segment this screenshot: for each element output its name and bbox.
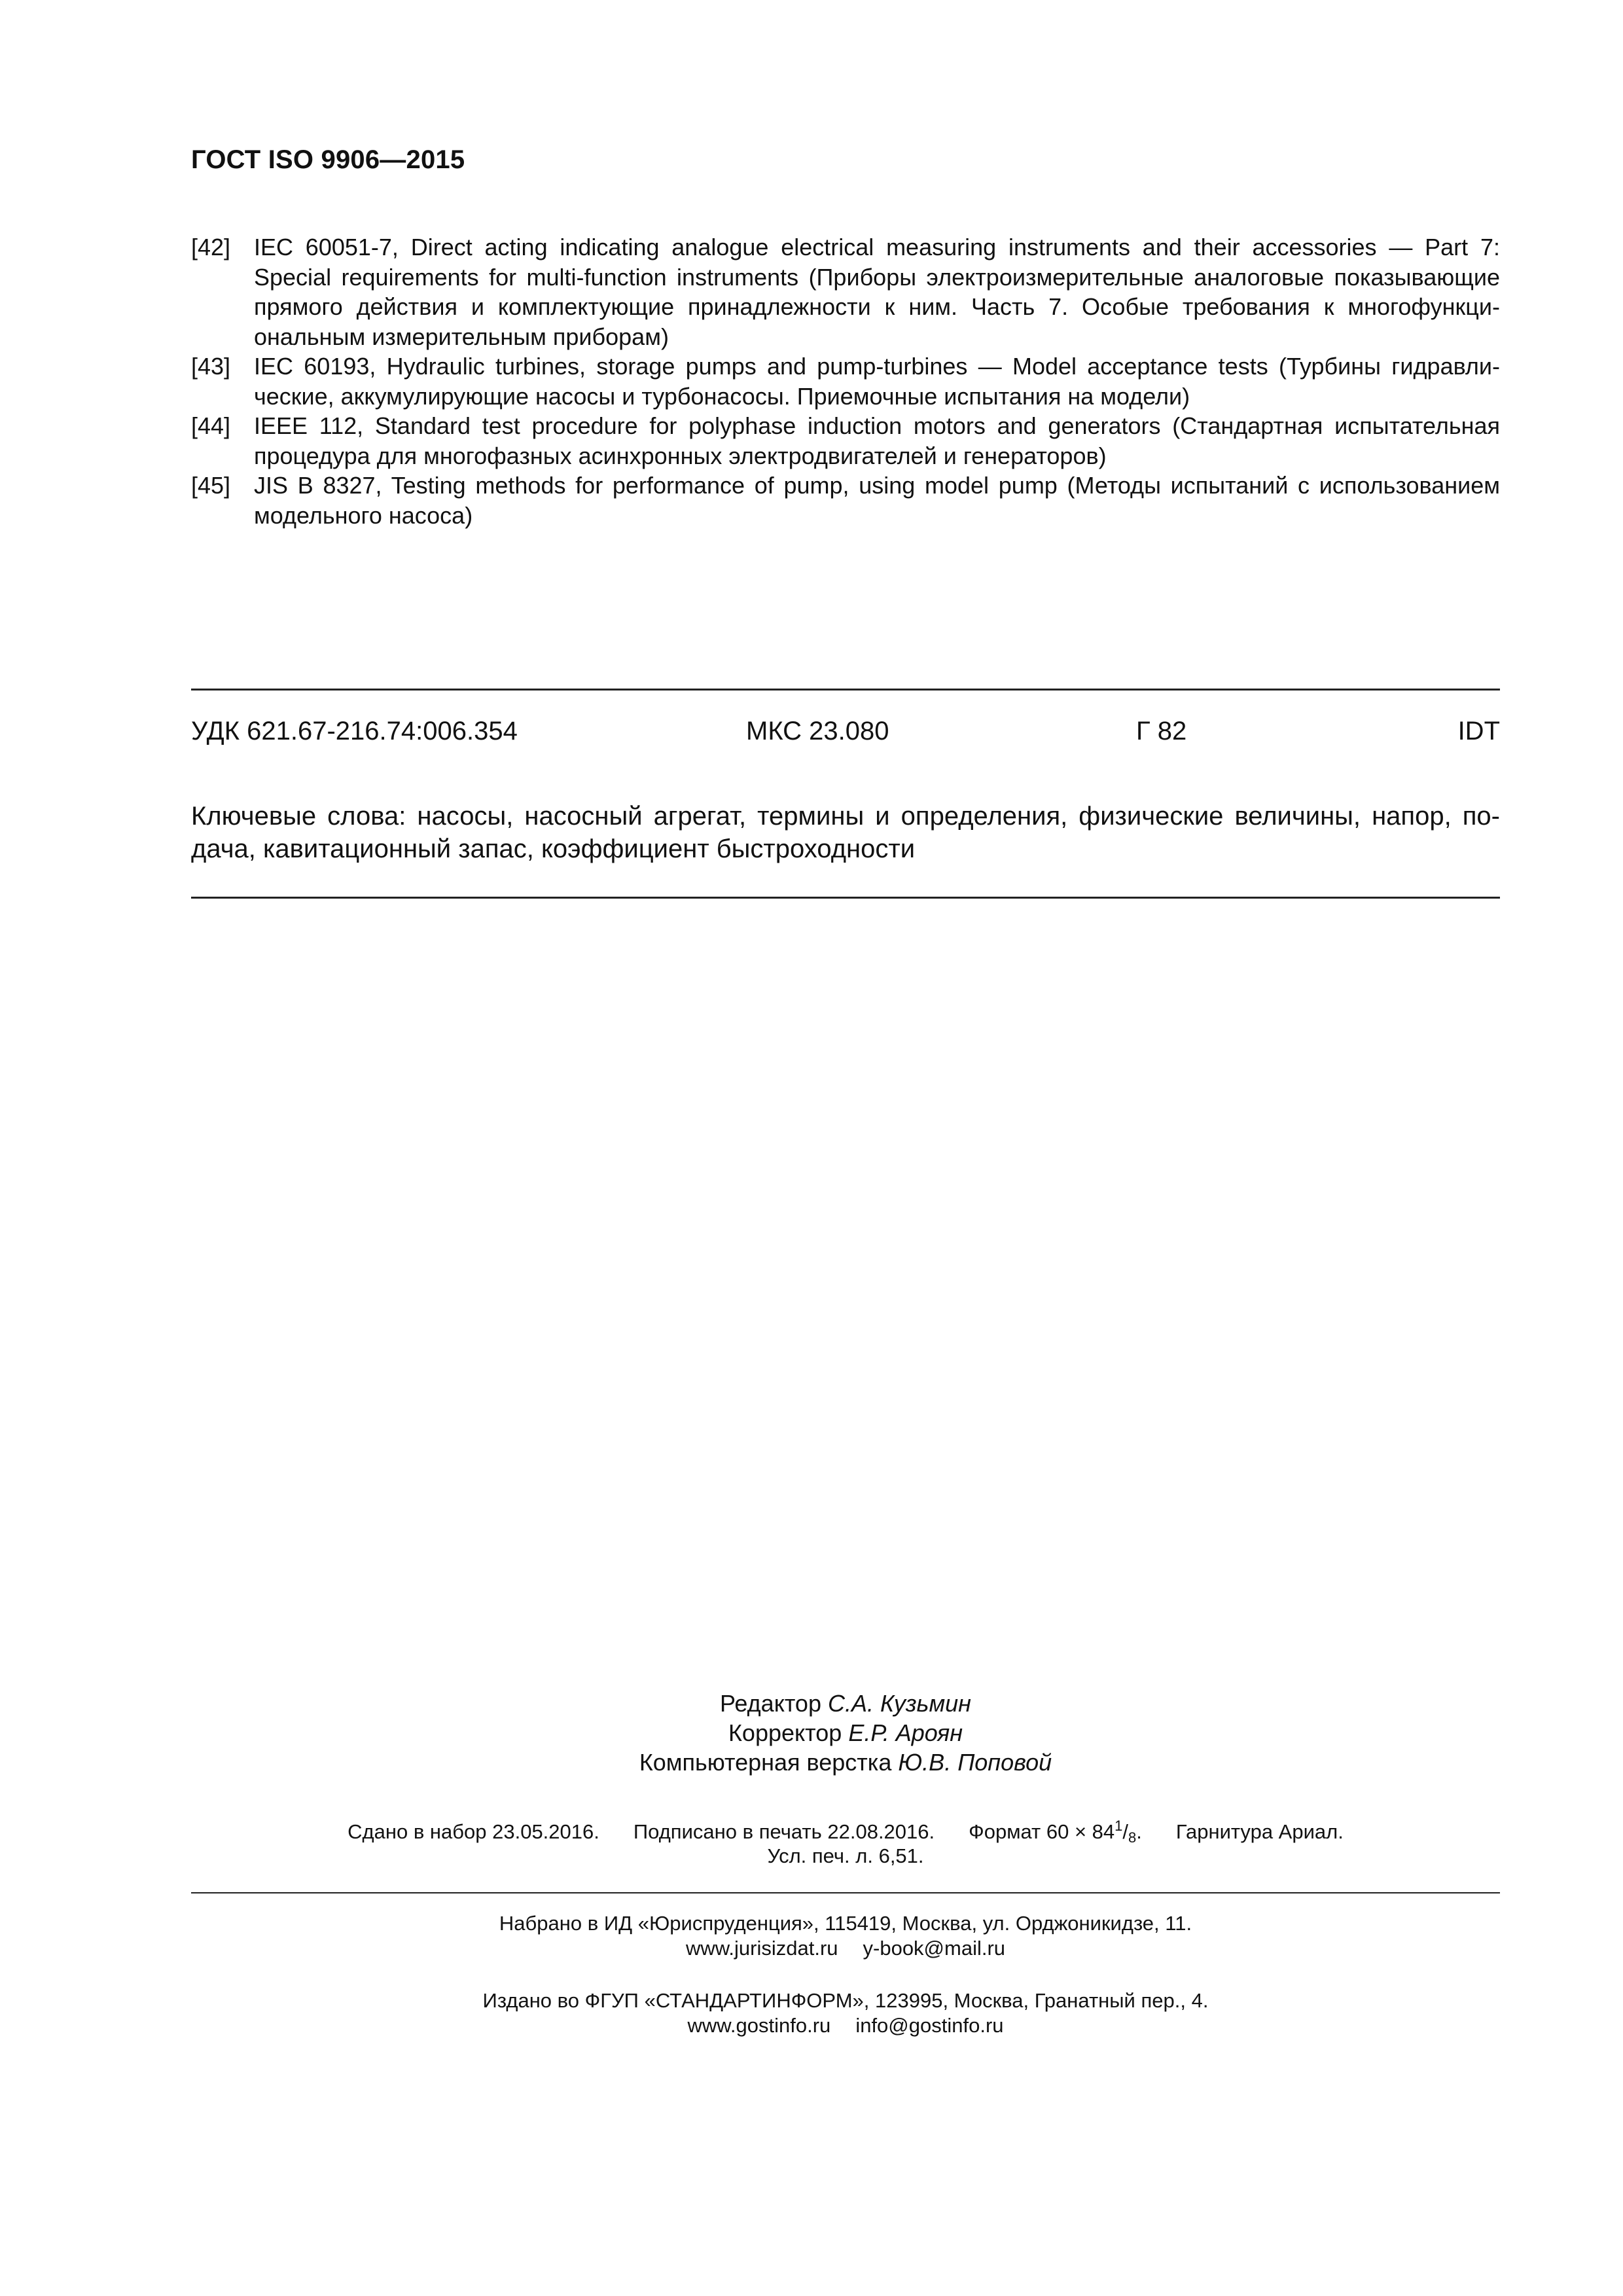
bibliography-list [191,232,1500,530]
layout-label: Компьютерная верстка [639,1749,892,1776]
corrector-line [191,1718,1500,1748]
document-header: ГОСТ ISO 9906—2015 [191,145,465,174]
equivalence-degree: IDT [1457,717,1500,745]
bibliography-entry [191,232,1500,351]
reference-number: [43] [191,353,231,380]
typeset-contacts [191,1936,1500,1961]
bibliography-entry [191,471,1500,530]
publisher-info [191,1988,1500,2038]
publisher-website: www.gostinfo.ru [687,2014,831,2037]
publisher-email: info@gostinfo.ru [855,2014,1004,2037]
divider-imprint [191,1892,1500,1893]
bibliography-entry [191,411,1500,471]
group-code: Г 82 [1136,717,1187,745]
editor-line [191,1689,1500,1718]
typeset-info [191,1911,1500,1961]
divider-top [191,689,1500,691]
divider-keywords [191,897,1500,899]
keywords: Ключевые слова: насосы, насосный агрегат, термины и определения, физические величины, напор, подача, кавитационный запас, коэффициент быстроходности [191,802,1500,863]
paper-format: Формат $60 \times 84^1/_8$. [969,1818,1142,1846]
submitted-date: Сдано в набор 23.05.2016. [348,1820,599,1843]
reference-text: IEEE 112, Standard test procedure for polyphase induction motors and generators (Стандартная испытательная процедура для многофазных асинхронных электродвигателей и генераторов) [254,412,1500,469]
typeset-website: www.jurisizdat.ru [685,1937,838,1960]
print-info-line [191,1820,1500,1844]
signed-date: Подписано в печать 22.08.2016. [633,1820,935,1843]
classification-row [191,717,1500,751]
reference-text: JIS B 8327, Testing methods for performance of pump, using model pump (Методы испытаний с использованием модельного насоса) [254,472,1500,529]
editor-label: Редактор [720,1690,821,1717]
publisher-contacts [191,2013,1500,2038]
reference-text: IEC 60051-7, Direct acting indicating analogue electrical measuring instruments and their accessories — Part 7: Special requirements for multi-function instruments (Приборы электроизмерительные аналоговые показывающие прямого действия и комплектующие принадлежности к ним. Часть 7. Особые требования к многофункциональным измерительным приборам) [254,234,1500,350]
mks-code: МКС 23.080 [746,717,889,745]
corrector-label: Корректор [728,1719,842,1746]
printed-sheets: Усл. печ. л. 6,51. [767,1844,924,1867]
typeset-address: Набрано в ИД «Юриспруденция», 115419, Москва, ул. Орджоникидзе, 11. [499,1912,1192,1935]
reference-number: [44] [191,412,231,439]
credits [191,1689,1500,1777]
layout-line [191,1748,1500,1777]
editor-name: С.А. Кузьмин [827,1690,971,1717]
corrector-name: Е.Р. Ароян [848,1719,963,1746]
publisher-address: Издано во ФГУП «СТАНДАРТИНФОРМ», 123995, Москва, Гранатный пер., 4. [482,1989,1209,2012]
print-info [191,1820,1500,1868]
layout-name: Ю.В. Поповой [898,1749,1052,1776]
udk-code: УДК 621.67-216.74:006.354 [191,717,518,745]
reference-number: [45] [191,472,231,499]
reference-number: [42] [191,234,231,260]
typeface: Гарнитура Ариал. [1175,1820,1344,1843]
bibliography-entry [191,351,1500,411]
typeset-email: y-book@mail.ru [863,1937,1006,1960]
reference-text: IEC 60193, Hydraulic turbines, storage pumps and pump-turbines — Model acceptance tests (Турбины гидравлические, аккумулирующие насосы и турбонасосы. Приемочные испытания на модели) [254,353,1500,410]
